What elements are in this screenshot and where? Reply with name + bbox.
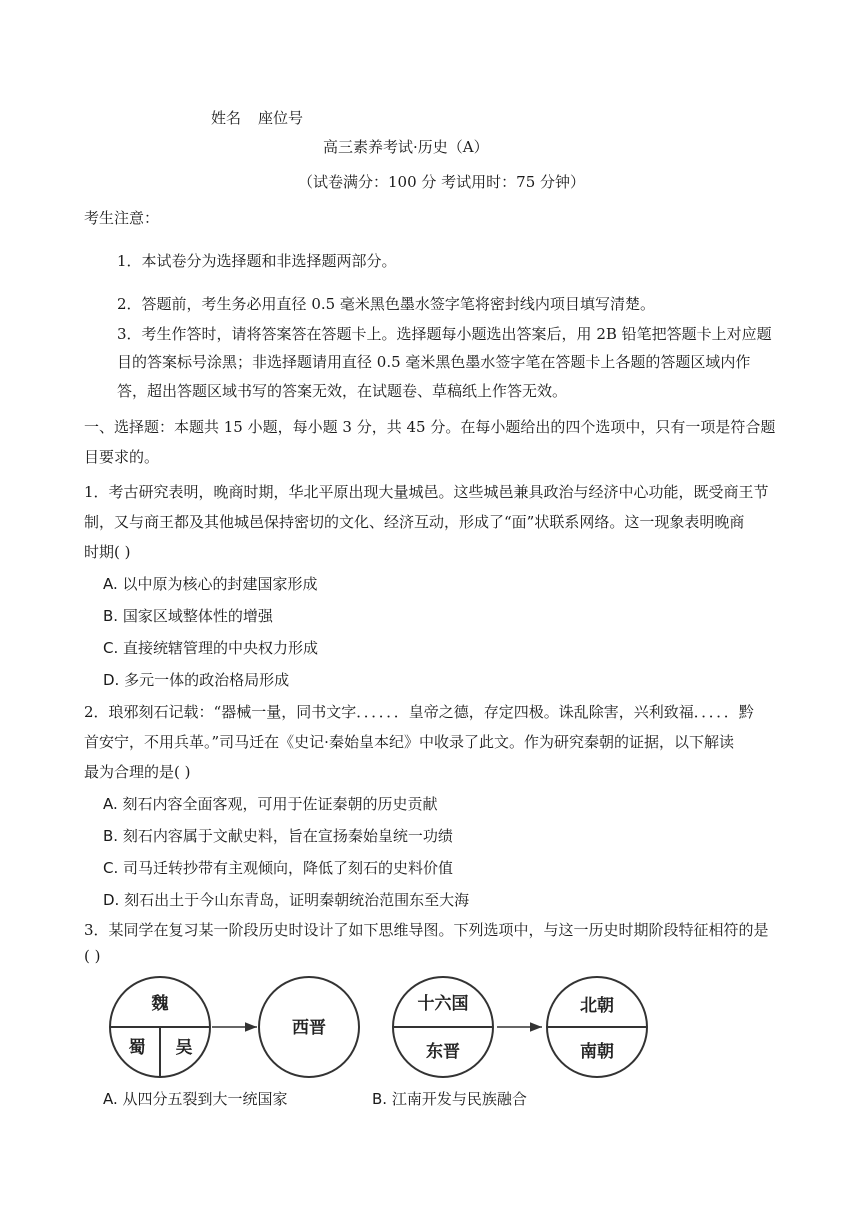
seat-label: 座位号 (258, 109, 304, 127)
c4-top-label: 北朝 (580, 996, 614, 1016)
notice-item: 3．考生作答时，请将答案答在答题卡上。选择题每小题选出答案后，用 2B 铅笔把答题卡上对应题 (117, 325, 772, 343)
section-heading: 一、选择题：本题共 15 小题，每小题 3 分，共 45 分。在每小题给出的四个选项中，只有一项是符合题 (84, 418, 776, 436)
name-label: 姓名 (211, 109, 242, 127)
exam-subtitle: （试卷满分：100 分 考试用时：75 分钟） (298, 173, 586, 191)
mind-map-diagram (0, 973, 868, 1083)
notice-item: 2．答题前，考生务必用直径 0.5 毫米黑色墨水签字笔将密封线内项目填写清楚。 (117, 295, 655, 313)
question-2-line: 首安宁，不用兵革。”司马迁在《史记·秦始皇本纪》中收录了此文。作为研究秦朝的证据，以下解读 (84, 733, 734, 751)
q2-option-c: C. 司马迁转抄带有主观倾向，降低了刻石的史料价值 (103, 859, 454, 877)
question-3-line: 3．某同学在复习某一阶段历史时设计了如下思维导图。下列选项中，与这一历史时期阶段特征相符的是 (84, 921, 769, 939)
c2-label: 西晋 (292, 1018, 326, 1038)
q2-option-a: A. 刻石内容全面客观，可用于佐证秦朝的历史贡献 (103, 795, 438, 813)
section-heading-cont: 目要求的。 (84, 448, 160, 466)
q1-option-b: B. 国家区域整体性的增强 (103, 607, 273, 625)
c3-bottom-label: 东晋 (426, 1042, 460, 1062)
c1-top-label: 魏 (151, 994, 169, 1014)
c1-right-label: 吴 (175, 1038, 193, 1058)
question-2-line: 2．琅邪刻石记载：“器械一量，同书文字．．．．．．皇帝之德，存定四极。诛乱除害，兴利致福．．．．．黔 (84, 703, 754, 721)
q1-option-a: A. 以中原为核心的封建国家形成 (103, 575, 318, 593)
q1-option-d: D. 多元一体的政治格局形成 (103, 671, 290, 689)
c4-bottom-label: 南朝 (580, 1042, 614, 1062)
question-3-line: ( ) (84, 947, 101, 965)
c3-top-label: 十六国 (417, 994, 469, 1014)
notice-item: 答，超出答题区域书写的答案无效，在试题卷、草稿纸上作答无效。 (117, 382, 568, 400)
question-2-line: 最为合理的是( ) (84, 763, 191, 781)
question-1-line: 制，又与商王都及其他城邑保持密切的文化、经济互动，形成了“面”状联系网络。这一现象表明晚商 (84, 513, 745, 531)
notice-item: 目的答案标号涂黑；非选择题请用直径 0.5 毫米黑色墨水签字笔在答题卡上各题的答题区域内作 (117, 353, 751, 371)
q2-option-d: D. 刻石出土于今山东青岛，证明秦朝统治范围东至大海 (103, 891, 470, 909)
c1-left-label: 蜀 (128, 1038, 146, 1058)
notice-item: 1．本试卷分为选择题和非选择题两部分。 (117, 252, 397, 270)
question-1-line: 时期( ) (84, 543, 131, 561)
question-1-line: 1．考古研究表明，晚商时期，华北平原出现大量城邑。这些城邑兼具政治与经济中心功能，既受商王节 (84, 483, 769, 501)
notice-heading: 考生注意： (84, 209, 160, 227)
q2-option-b: B. 刻石内容属于文献史料，旨在宣扬秦始皇统一功绩 (103, 827, 453, 845)
q3-option-b: B. 江南开发与民族融合 (372, 1090, 527, 1108)
q1-option-c: C. 直接统辖管理的中央权力形成 (103, 639, 319, 657)
q3-option-a: A. 从四分五裂到大一统国家 (103, 1090, 288, 1108)
exam-title: 高三素养考试·历史（A） (323, 138, 489, 156)
